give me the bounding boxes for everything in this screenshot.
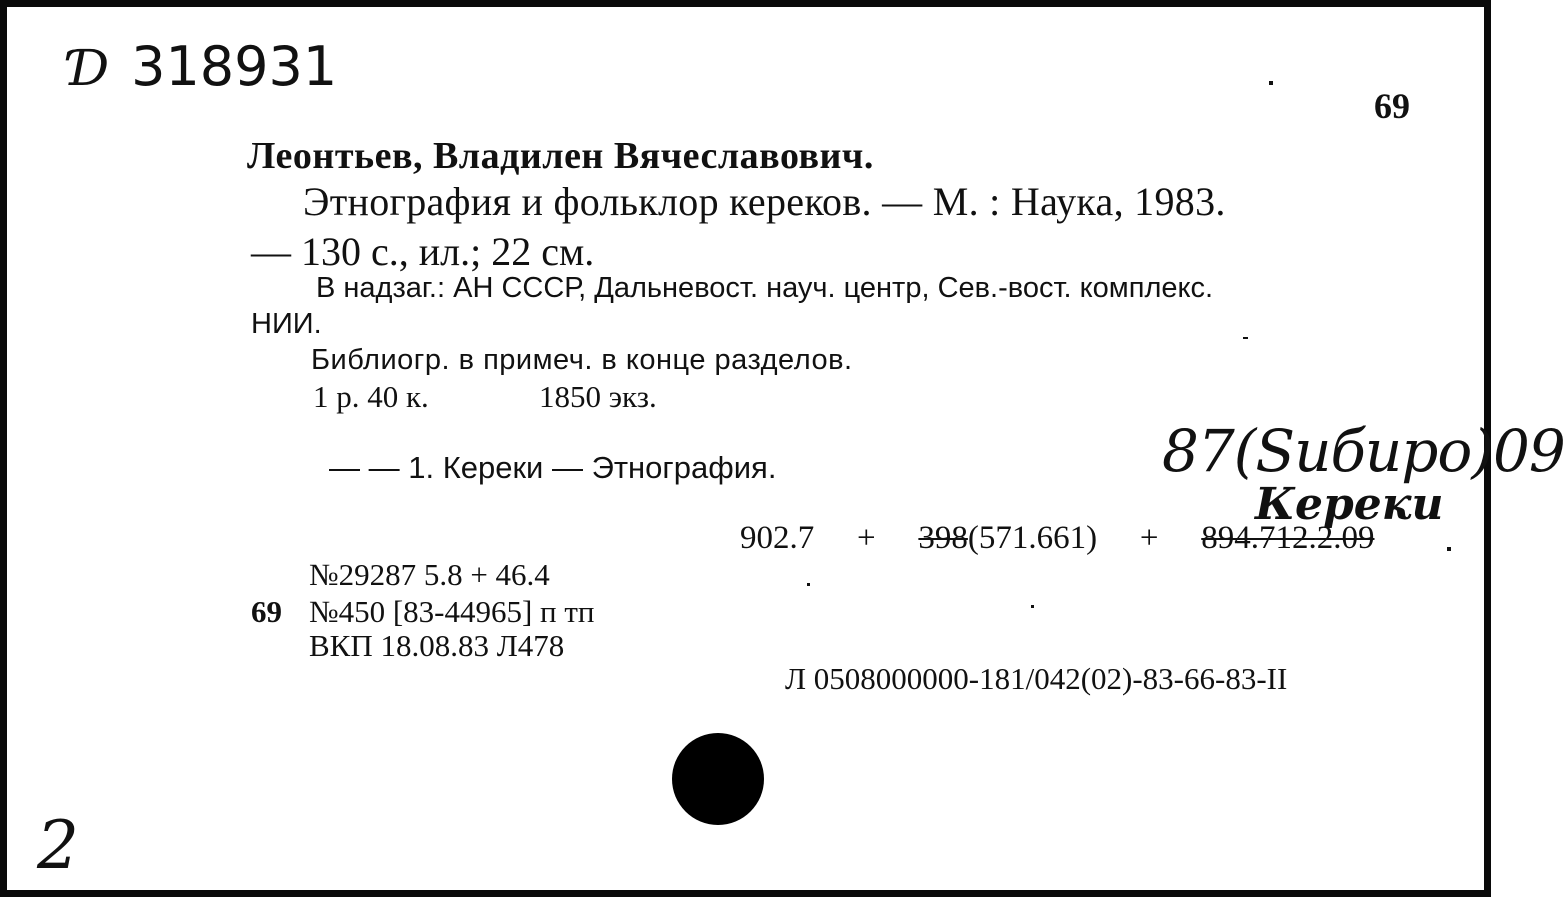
price: 1 р. 40 к. [313,379,429,414]
corner-number: 69 [1374,86,1410,126]
plus-sign: + [1139,520,1159,556]
speck [1243,337,1248,339]
classification-b-struck: 398 [918,520,968,556]
note-line-2: НИИ. [251,308,322,340]
order-line-2-number: 69 [251,594,282,629]
subject-heading: — — 1. Кереки — Этнография. [329,450,777,485]
speck [1269,81,1273,85]
accession-stamp [69,35,337,98]
note-line-1: В надзаг.: АН СССР, Дальневост. науч. центр, Сев.-вост. комплекс. [316,272,1214,304]
classification-c-struck: 894.712.2.09 [1201,520,1375,556]
plus-sign: + [857,520,876,556]
filing-hole [672,733,764,825]
copies: 1850 экз. [539,379,657,414]
title-line-2: — 130 с., ил.; 22 см. [251,229,595,274]
order-line-3: ВКП 18.08.83 Л478 [309,628,565,663]
title-line-1: Этнография и фольклор кереков. — М. : Наука, 1983. [303,179,1226,224]
classification-b: (571.661) [967,520,1098,556]
classification-line [740,520,1374,557]
speck [1447,547,1451,551]
order-line-2: №450 [83-44965] п тп [309,594,595,629]
author-heading: Леонтьев, Владилен Вячеславович. [247,135,874,177]
accession-prefix: Ɗ [69,39,110,97]
classification-a: 902.7 [740,520,815,556]
code-line: Л 0508000000-181/042(02)-83-66-83-II [785,661,1288,696]
handwritten-bottom-number: 2 [37,807,79,884]
speck [807,583,810,586]
handwritten-class-number: 87(Sибиро)09 [1162,417,1565,485]
order-line-1: №29287 5.8 + 46.4 [309,557,550,592]
handwritten-subject-word: Кереки [1255,479,1444,530]
accession-number: 318931 [131,35,338,98]
bibliography-note: Библиогр. в примеч. в конце разделов. [311,344,853,376]
speck [1031,605,1034,608]
